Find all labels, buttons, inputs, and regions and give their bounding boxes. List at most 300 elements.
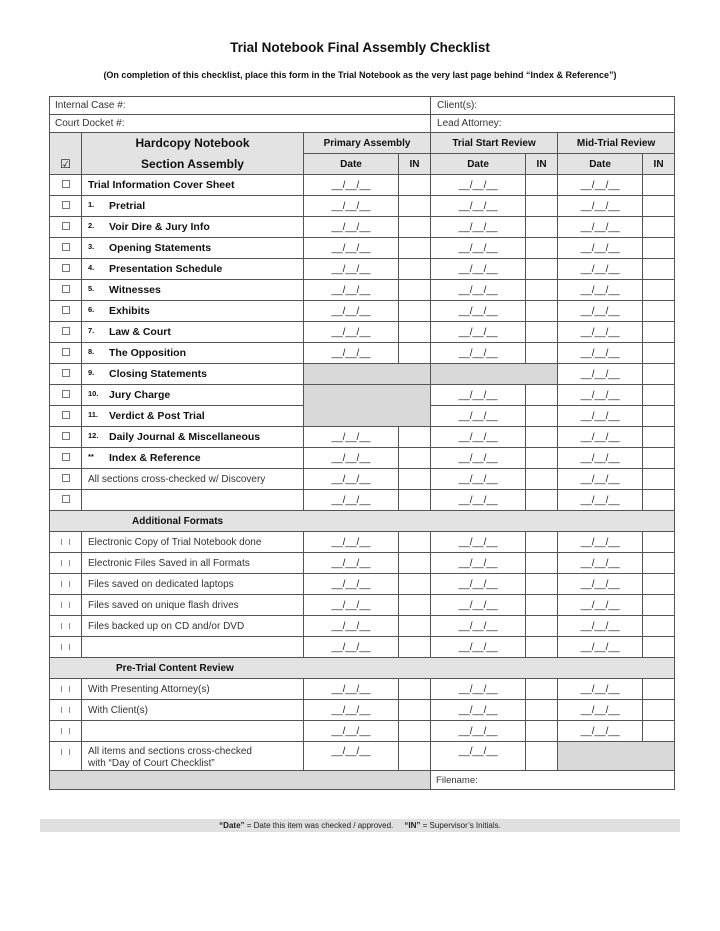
table-row <box>50 217 675 238</box>
primary-initials-field[interactable] <box>399 553 431 574</box>
primary-date-field[interactable]: __/__/__ <box>304 532 399 553</box>
trial-start-date-field[interactable]: __/__/__ <box>431 679 526 700</box>
mid-trial-initials-field[interactable] <box>643 448 675 469</box>
table-row <box>50 469 675 490</box>
trial-start-initials-field[interactable] <box>526 385 558 406</box>
trial-start-initials-field[interactable] <box>526 259 558 280</box>
trial-start-initials-field[interactable] <box>526 532 558 553</box>
section-number: 1. <box>88 200 95 209</box>
mid-trial-initials-field[interactable] <box>643 532 675 553</box>
mid-trial-date-field[interactable]: __/__/__ <box>558 406 643 427</box>
primary-initials-field[interactable] <box>399 175 431 196</box>
checkbox-icon <box>62 327 70 335</box>
row-label <box>82 238 304 259</box>
internal-case-field[interactable]: Internal Case #: <box>50 97 431 115</box>
row-checkbox[interactable] <box>50 637 82 658</box>
table-row <box>50 427 675 448</box>
legend-in-definition: = Supervisor’s Initials. <box>422 821 501 830</box>
header-row-1 <box>50 133 675 154</box>
primary-date-field[interactable]: __/__/__ <box>304 217 399 238</box>
mid-trial-initials-field[interactable] <box>643 259 675 280</box>
trial-start-initials-field[interactable] <box>526 406 558 427</box>
row-checkbox[interactable] <box>50 616 82 637</box>
checkbox-column-header <box>50 154 82 175</box>
legend-date-definition: = Date this item was checked / approved. <box>246 821 394 830</box>
row-label: With Client(s) <box>82 700 304 721</box>
section-number: 2. <box>88 221 95 230</box>
trial-start-date-field[interactable]: __/__/__ <box>431 175 526 196</box>
mid-trial-initials-field[interactable] <box>643 196 675 217</box>
mid-trial-date-field[interactable]: __/__/__ <box>558 322 643 343</box>
mid-trial-initials-field[interactable] <box>643 406 675 427</box>
trial-start-date-field[interactable]: __/__/__ <box>431 469 526 490</box>
checked-box-icon: ☑ <box>60 156 71 171</box>
section-number: 11. <box>88 410 99 419</box>
trial-start-date-field[interactable]: __/__/__ <box>431 259 526 280</box>
mid-trial-initials-field[interactable] <box>643 679 675 700</box>
mid-trial-initials-field[interactable] <box>643 217 675 238</box>
table-row <box>50 742 675 771</box>
section-name: The Opposition <box>109 347 186 359</box>
section-number: ** <box>88 452 94 461</box>
trial-start-initials-field[interactable] <box>526 343 558 364</box>
checkbox-icon <box>61 602 70 608</box>
primary-date-field[interactable]: __/__/__ <box>304 469 399 490</box>
mid-trial-initials-field[interactable] <box>643 385 675 406</box>
checkbox-icon <box>61 539 70 545</box>
primary-date-field[interactable]: __/__/__ <box>304 427 399 448</box>
trial-start-date-field[interactable]: __/__/__ <box>431 700 526 721</box>
checkbox-icon <box>62 411 70 419</box>
row-checkbox[interactable] <box>50 553 82 574</box>
primary-date-field[interactable]: __/__/__ <box>304 490 399 511</box>
notebook-header-line1: Hardcopy Notebook <box>82 133 304 154</box>
trial-start-initials-field[interactable] <box>526 238 558 259</box>
row-checkbox[interactable] <box>50 385 82 406</box>
legend-bar <box>40 819 680 832</box>
mid-trial-initials-field[interactable] <box>643 427 675 448</box>
row-label: With Presenting Attorney(s) <box>82 679 304 700</box>
row-checkbox[interactable] <box>50 301 82 322</box>
mid-trial-date-field[interactable]: __/__/__ <box>558 238 643 259</box>
mid-trial-date-field[interactable]: __/__/__ <box>558 616 643 637</box>
checkbox-icon <box>62 222 70 230</box>
row-label <box>82 196 304 217</box>
date-header: Date <box>304 154 399 175</box>
trial-start-initials-field[interactable] <box>526 700 558 721</box>
mid-trial-date-field[interactable]: __/__/__ <box>558 553 643 574</box>
mid-trial-date-field[interactable]: __/__/__ <box>558 490 643 511</box>
mid-trial-date-field[interactable]: __/__/__ <box>558 532 643 553</box>
row-label <box>82 406 304 427</box>
table-row <box>50 385 675 406</box>
primary-na-cell <box>304 406 431 427</box>
section-name: Daily Journal & Miscellaneous <box>109 431 261 443</box>
table-row <box>50 637 675 658</box>
primary-date-field[interactable]: __/__/__ <box>304 280 399 301</box>
primary-initials-field[interactable] <box>399 700 431 721</box>
checkbox-icon <box>62 495 70 503</box>
primary-initials-field[interactable] <box>399 217 431 238</box>
trial-start-date-field[interactable]: __/__/__ <box>431 616 526 637</box>
section-number: 7. <box>88 326 95 335</box>
row-label: All sections cross-checked w/ Discovery <box>82 469 304 490</box>
trial-start-date-field[interactable]: __/__/__ <box>431 238 526 259</box>
checkbox-icon <box>62 390 70 398</box>
lead-attorney-field[interactable]: Lead Attorney: <box>431 115 675 133</box>
table-row <box>50 616 675 637</box>
checkbox-icon <box>62 306 70 314</box>
section-number: 6. <box>88 305 95 314</box>
primary-initials-field[interactable] <box>399 469 431 490</box>
trial-start-initials-field[interactable] <box>526 595 558 616</box>
trial-start-date-field[interactable]: __/__/__ <box>431 595 526 616</box>
checkbox-icon <box>62 474 70 482</box>
section-name: Witnesses <box>109 284 161 296</box>
legend-date-term: “Date” <box>219 821 245 830</box>
trial-start-initials-field[interactable] <box>526 217 558 238</box>
filename-row <box>50 771 675 790</box>
primary-date-field[interactable]: __/__/__ <box>304 301 399 322</box>
mid-trial-initials-field[interactable] <box>643 343 675 364</box>
trial-start-initials-field[interactable] <box>526 469 558 490</box>
table-row <box>50 490 675 511</box>
trial-start-date-field[interactable]: __/__/__ <box>431 490 526 511</box>
trial-start-date-field[interactable]: __/__/__ <box>431 721 526 742</box>
row-checkbox[interactable] <box>50 490 82 511</box>
primary-date-field[interactable]: __/__/__ <box>304 721 399 742</box>
table-row <box>50 721 675 742</box>
section-heading-row <box>50 658 675 679</box>
clients-field[interactable]: Client(s): <box>431 97 675 115</box>
trial-start-initials-field[interactable] <box>526 301 558 322</box>
trial-start-initials-field[interactable] <box>526 742 558 771</box>
checkbox-icon <box>62 285 70 293</box>
row-checkbox[interactable] <box>50 322 82 343</box>
primary-date-field[interactable]: __/__/__ <box>304 616 399 637</box>
row-checkbox[interactable] <box>50 406 82 427</box>
primary-initials-field[interactable] <box>399 637 431 658</box>
primary-initials-field[interactable] <box>399 301 431 322</box>
mid-trial-date-field[interactable]: __/__/__ <box>558 385 643 406</box>
primary-initials-field[interactable] <box>399 196 431 217</box>
table-row <box>50 238 675 259</box>
trial-start-initials-field[interactable] <box>526 196 558 217</box>
trial-start-date-field[interactable]: __/__/__ <box>431 196 526 217</box>
mid-trial-date-field[interactable]: __/__/__ <box>558 679 643 700</box>
section-number: 8. <box>88 347 95 356</box>
mid-trial-date-field[interactable]: __/__/__ <box>558 280 643 301</box>
row-label: Trial Information Cover Sheet <box>82 175 304 196</box>
table-row <box>50 406 675 427</box>
additional-formats-heading: Additional Formats <box>50 511 675 532</box>
section-name: Opening Statements <box>109 242 212 254</box>
primary-date-field[interactable]: __/__/__ <box>304 322 399 343</box>
mid-trial-date-field[interactable]: __/__/__ <box>558 175 643 196</box>
mid-trial-date-field[interactable]: __/__/__ <box>558 343 643 364</box>
mid-trial-initials-field[interactable] <box>643 490 675 511</box>
primary-initials-field[interactable] <box>399 490 431 511</box>
primary-initials-field[interactable] <box>399 448 431 469</box>
row-checkbox[interactable] <box>50 469 82 490</box>
row-label <box>82 301 304 322</box>
mid-trial-initials-field[interactable] <box>643 280 675 301</box>
primary-date-field[interactable]: __/__/__ <box>304 679 399 700</box>
mid-trial-date-field[interactable]: __/__/__ <box>558 259 643 280</box>
primary-initials-field[interactable] <box>399 343 431 364</box>
trial-start-date-field[interactable]: __/__/__ <box>431 217 526 238</box>
trial-start-initials-field[interactable] <box>526 721 558 742</box>
trial-start-date-field[interactable]: __/__/__ <box>431 406 526 427</box>
primary-initials-field[interactable] <box>399 679 431 700</box>
mid-trial-date-field[interactable]: __/__/__ <box>558 469 643 490</box>
trial-start-date-field[interactable]: __/__/__ <box>431 574 526 595</box>
checkbox-icon <box>61 623 70 629</box>
trial-start-initials-field[interactable] <box>526 553 558 574</box>
row-checkbox[interactable] <box>50 343 82 364</box>
checkbox-icon <box>61 581 70 587</box>
row-checkbox[interactable] <box>50 742 82 771</box>
row-checkbox[interactable] <box>50 700 82 721</box>
row-checkbox[interactable] <box>50 574 82 595</box>
table-row <box>50 364 675 385</box>
trial-start-date-field[interactable]: __/__/__ <box>431 742 526 771</box>
trial-start-date-field[interactable]: __/__/__ <box>431 427 526 448</box>
row-label <box>82 322 304 343</box>
trial-start-date-field[interactable]: __/__/__ <box>431 301 526 322</box>
table-row <box>50 259 675 280</box>
trial-start-initials-field[interactable] <box>526 616 558 637</box>
checkbox-icon <box>61 707 70 713</box>
primary-date-field[interactable]: __/__/__ <box>304 637 399 658</box>
row-checkbox[interactable] <box>50 532 82 553</box>
section-number: 5. <box>88 284 95 293</box>
section-name: Voir Dire & Jury Info <box>109 221 210 233</box>
row-label <box>82 364 304 385</box>
trial-start-initials-field[interactable] <box>526 448 558 469</box>
mid-trial-initials-field[interactable] <box>643 238 675 259</box>
section-name: Jury Charge <box>109 389 171 401</box>
primary-date-field[interactable]: __/__/__ <box>304 574 399 595</box>
mid-trial-initials-field[interactable] <box>643 322 675 343</box>
trial-start-date-field[interactable]: __/__/__ <box>431 322 526 343</box>
row-label: Files saved on unique flash drives <box>82 595 304 616</box>
table-row <box>50 280 675 301</box>
primary-date-field[interactable]: __/__/__ <box>304 259 399 280</box>
section-name: Presentation Schedule <box>109 263 223 275</box>
mid-trial-na-cell <box>558 742 675 771</box>
trial-start-date-field[interactable]: __/__/__ <box>431 385 526 406</box>
row-checkbox[interactable] <box>50 238 82 259</box>
primary-initials-field[interactable] <box>399 742 431 771</box>
primary-date-field[interactable]: __/__/__ <box>304 700 399 721</box>
section-name: Pretrial <box>109 200 146 212</box>
primary-initials-field[interactable] <box>399 595 431 616</box>
mid-trial-date-field[interactable]: __/__/__ <box>558 574 643 595</box>
mid-trial-initials-field[interactable] <box>643 301 675 322</box>
primary-date-field[interactable]: __/__/__ <box>304 595 399 616</box>
date-header: Date <box>431 154 526 175</box>
document-subtitle: (On completion of this checklist, place this form in the Trial Notebook as the very last page behind “Index & Reference”) <box>103 70 617 80</box>
row-label-line1: All items and sections cross-checked <box>88 746 252 757</box>
header-row-2 <box>50 154 675 175</box>
primary-date-field[interactable]: __/__/__ <box>304 343 399 364</box>
primary-initials-field[interactable] <box>399 259 431 280</box>
table-row <box>50 595 675 616</box>
row-label <box>82 385 304 406</box>
mid-trial-initials-field[interactable] <box>643 616 675 637</box>
checkbox-icon <box>62 369 70 377</box>
row-checkbox[interactable] <box>50 217 82 238</box>
mid-trial-date-field[interactable]: __/__/__ <box>558 637 643 658</box>
checkbox-icon <box>62 348 70 356</box>
mid-trial-date-field[interactable]: __/__/__ <box>558 301 643 322</box>
mid-trial-initials-field[interactable] <box>643 700 675 721</box>
trial-start-initials-field[interactable] <box>526 574 558 595</box>
trial-start-date-field[interactable]: __/__/__ <box>431 553 526 574</box>
trial-start-initials-field[interactable] <box>526 490 558 511</box>
legend-in-term: “IN” <box>404 821 421 830</box>
trial-start-date-field[interactable]: __/__/__ <box>431 448 526 469</box>
mid-trial-initials-field[interactable] <box>643 595 675 616</box>
mid-trial-date-field[interactable]: __/__/__ <box>558 448 643 469</box>
table-row <box>50 574 675 595</box>
primary-date-field[interactable]: __/__/__ <box>304 742 399 771</box>
in-header: IN <box>643 154 675 175</box>
section-name: Closing Statements <box>109 368 208 380</box>
row-checkbox[interactable] <box>50 175 82 196</box>
checkbox-icon <box>62 432 70 440</box>
primary-initials-field[interactable] <box>399 280 431 301</box>
table-row <box>50 196 675 217</box>
mid-trial-date-field[interactable]: __/__/__ <box>558 595 643 616</box>
footer-shaded-cell <box>50 771 431 790</box>
mid-trial-initials-field[interactable] <box>643 175 675 196</box>
trial-start-date-field[interactable]: __/__/__ <box>431 637 526 658</box>
primary-initials-field[interactable] <box>399 427 431 448</box>
trial-start-initials-field[interactable] <box>526 427 558 448</box>
table-row <box>50 679 675 700</box>
document-title: Trial Notebook Final Assembly Checklist <box>230 40 490 55</box>
trial-start-initials-field[interactable] <box>526 679 558 700</box>
row-label: Files backed up on CD and/or DVD <box>82 616 304 637</box>
table-row <box>50 322 675 343</box>
blank-label-field[interactable] <box>82 490 304 511</box>
section-name: Verdict & Post Trial <box>109 410 205 422</box>
mid-trial-initials-field[interactable] <box>643 721 675 742</box>
row-checkbox[interactable] <box>50 448 82 469</box>
primary-initials-field[interactable] <box>399 532 431 553</box>
table-row <box>50 175 675 196</box>
docket-info-row <box>50 115 675 133</box>
primary-initials-field[interactable] <box>399 574 431 595</box>
row-checkbox[interactable] <box>50 364 82 385</box>
trial-start-initials-field[interactable] <box>526 175 558 196</box>
section-number: 12. <box>88 431 99 440</box>
mid-trial-date-field[interactable]: __/__/__ <box>558 196 643 217</box>
primary-date-field[interactable]: __/__/__ <box>304 196 399 217</box>
filename-field[interactable]: Filename: <box>431 771 675 790</box>
trial-start-date-field[interactable]: __/__/__ <box>431 343 526 364</box>
row-label: Electronic Copy of Trial Notebook done <box>82 532 304 553</box>
primary-date-field[interactable]: __/__/__ <box>304 553 399 574</box>
blank-label-field[interactable] <box>82 637 304 658</box>
primary-initials-field[interactable] <box>399 322 431 343</box>
mid-trial-date-field[interactable]: __/__/__ <box>558 427 643 448</box>
checkbox-icon <box>62 243 70 251</box>
pretrial-review-heading: Pre-Trial Content Review <box>50 658 675 679</box>
row-label <box>82 448 304 469</box>
table-row <box>50 700 675 721</box>
mid-trial-date-field[interactable]: __/__/__ <box>558 721 643 742</box>
section-number: 4. <box>88 263 95 272</box>
trial-start-initials-field[interactable] <box>526 280 558 301</box>
section-number: 3. <box>88 242 95 251</box>
row-checkbox[interactable] <box>50 280 82 301</box>
trial-start-initials-field[interactable] <box>526 637 558 658</box>
mid-trial-initials-field[interactable] <box>643 469 675 490</box>
primary-date-field[interactable]: __/__/__ <box>304 238 399 259</box>
checkbox-icon <box>61 560 70 566</box>
row-label <box>82 343 304 364</box>
mid-trial-date-field[interactable]: __/__/__ <box>558 217 643 238</box>
trial-start-initials-field[interactable] <box>526 322 558 343</box>
row-label <box>82 259 304 280</box>
trial-start-na-cell <box>431 364 558 385</box>
primary-initials-field[interactable] <box>399 616 431 637</box>
mid-trial-review-header: Mid-Trial Review <box>558 133 675 154</box>
row-checkbox[interactable] <box>50 196 82 217</box>
primary-initials-field[interactable] <box>399 238 431 259</box>
mid-trial-date-field[interactable]: __/__/__ <box>558 700 643 721</box>
section-number: 9. <box>88 368 95 377</box>
row-checkbox[interactable] <box>50 427 82 448</box>
checkbox-icon <box>62 201 70 209</box>
primary-na-cell <box>304 364 431 385</box>
primary-assembly-header: Primary Assembly <box>304 133 431 154</box>
row-checkbox[interactable] <box>50 595 82 616</box>
row-checkbox[interactable] <box>50 721 82 742</box>
section-number: 10. <box>88 389 99 398</box>
case-info-row <box>50 97 675 115</box>
in-header: IN <box>399 154 431 175</box>
notebook-header-line2: Section Assembly <box>82 154 304 175</box>
trial-start-date-field[interactable]: __/__/__ <box>431 532 526 553</box>
checkbox-icon <box>61 749 70 755</box>
row-checkbox[interactable] <box>50 259 82 280</box>
primary-na-cell <box>304 385 431 406</box>
date-header: Date <box>558 154 643 175</box>
in-header: IN <box>526 154 558 175</box>
court-docket-field[interactable]: Court Docket #: <box>50 115 431 133</box>
trial-start-date-field[interactable]: __/__/__ <box>431 280 526 301</box>
blank-label-field[interactable] <box>82 721 304 742</box>
checkbox-icon <box>61 728 70 734</box>
checkbox-icon <box>62 264 70 272</box>
primary-date-field[interactable]: __/__/__ <box>304 175 399 196</box>
checkbox-icon <box>61 644 70 650</box>
row-label <box>82 280 304 301</box>
primary-date-field[interactable]: __/__/__ <box>304 448 399 469</box>
mid-trial-initials-field[interactable] <box>643 553 675 574</box>
row-checkbox[interactable] <box>50 679 82 700</box>
section-name: Index & Reference <box>109 452 201 464</box>
mid-trial-initials-field[interactable] <box>643 364 675 385</box>
mid-trial-initials-field[interactable] <box>643 637 675 658</box>
mid-trial-initials-field[interactable] <box>643 574 675 595</box>
mid-trial-date-field[interactable]: __/__/__ <box>558 364 643 385</box>
primary-initials-field[interactable] <box>399 721 431 742</box>
